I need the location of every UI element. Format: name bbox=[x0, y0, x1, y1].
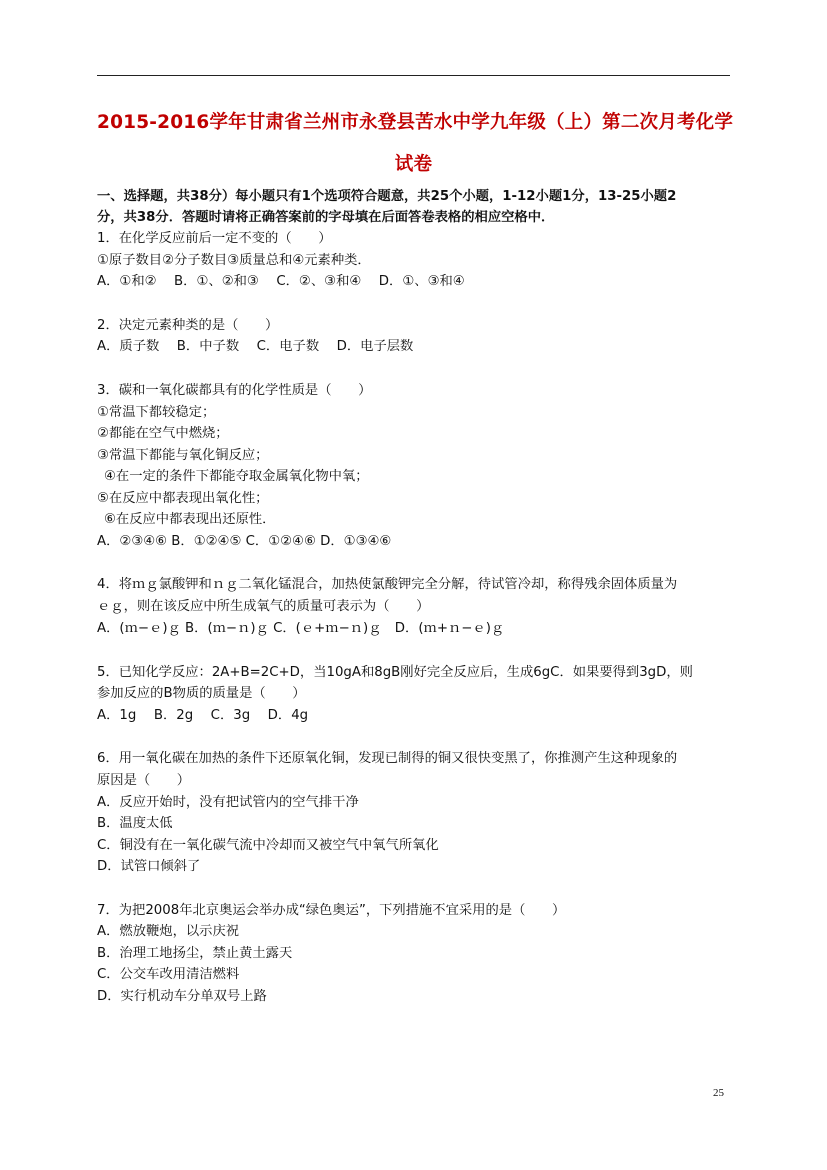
q7-option-b: B．治理工地扬尘，禁止黄土露天 bbox=[97, 946, 293, 961]
document-title-line-1: 2015-2016学年甘肃省兰州市永登县苦水中学九年级（上）第二次月考化学 bbox=[97, 112, 734, 133]
q6-option-b: B．温度太低 bbox=[97, 816, 173, 831]
document-title-line-2: 试卷 bbox=[394, 154, 433, 175]
q2-options: A．质子数 B．中子数 C．电子数 D．电子层数 bbox=[97, 339, 414, 354]
q2-stem: 2．决定元素种类的是（ ） bbox=[97, 318, 279, 333]
q6-option-c: C．铜没有在一氧化碳气流中冷却而又被空气中氧气所氧化 bbox=[97, 838, 439, 853]
q4-options: A．(ｍ−ｅ)ｇ B．(ｍ−ｎ)ｇ C．(ｅ+ｍ−ｎ)ｇ D．(ｍ+ｎ−ｅ)ｇ bbox=[97, 621, 505, 636]
q7-option-d: D．实行机动车分单双号上路 bbox=[97, 989, 267, 1004]
q3-item-3: ③常温下都能与氧化铜反应； bbox=[97, 448, 269, 463]
q5-options: A．1g B．2g C．3g D．4g bbox=[97, 708, 309, 723]
q6-stem-line-2: 原因是（ ） bbox=[97, 773, 191, 788]
q3-stem: 3．碳和一氧化碳都具有的化学性质是（ ） bbox=[97, 383, 372, 398]
section-instructions-line-2: 分，共38分．答题时请将正确答案前的字母填在后面答卷表格的相应空格中． bbox=[97, 210, 555, 225]
q6-stem-line-1: 6．用一氧化碳在加热的条件下还原氧化铜，发现已制得的铜又很快变黑了，你推测产生这种现象的 bbox=[97, 751, 678, 766]
q1-options: A．①和② B．①、②和③ C．②、③和④ D．①、③和④ bbox=[97, 274, 465, 289]
q3-item-2: ②都能在空气中燃烧； bbox=[97, 426, 229, 441]
header-rule bbox=[97, 75, 730, 76]
q5-stem-line-1: 5．已知化学反应：2A+B=2C+D，当10gA和8gB刚好完全反应后，生成6gC．如果要得到3gD，则 bbox=[97, 665, 693, 680]
q1-stem: 1．在化学反应前后一定不变的（ ） bbox=[97, 231, 332, 246]
q7-stem: 7．为把2008年北京奥运会举办成“绿色奥运”，下列措施不宜采用的是（ ） bbox=[97, 903, 566, 918]
q3-item-4: ④在一定的条件下都能夺取金属氧化物中氧； bbox=[104, 469, 369, 484]
q7-option-a: A．燃放鞭炮，以示庆祝 bbox=[97, 924, 240, 939]
q4-stem-line-1: 4．将ｍｇ氯酸钾和ｎｇ二氧化锰混合，加热使氯酸钾完全分解，待试管冷却，称得残余固体质量为 bbox=[97, 577, 678, 592]
q3-item-6: ⑥在反应中都表现出还原性． bbox=[104, 512, 276, 527]
q6-option-d: D．试管口倾斜了 bbox=[97, 859, 201, 874]
q1-statement: ①原子数目②分子数目③质量总和④元素种类． bbox=[97, 253, 371, 268]
q3-item-5: ⑤在反应中都表现出氧化性； bbox=[97, 491, 269, 506]
q4-stem-line-2: ｅｇ，则在该反应中所生成氧气的质量可表示为（ ） bbox=[97, 599, 430, 614]
q3-options: A．②③④⑥ B．①②④⑤ C．①②④⑥ D．①③④⑥ bbox=[97, 534, 392, 549]
page-number: 25 bbox=[713, 1087, 724, 1099]
q7-option-c: C．公交车改用清洁燃料 bbox=[97, 967, 240, 982]
section-instructions-line-1: 一、选择题，共38分）每小题只有1个选项符合题意，共25个小题，1-12小题1分，13-25小题2 bbox=[97, 189, 677, 204]
q3-item-1: ①常温下都较稳定； bbox=[97, 405, 216, 420]
q6-option-a: A．反应开始时，没有把试管内的空气排干净 bbox=[97, 795, 359, 810]
q5-stem-line-2: 参加反应的B物质的质量是（ ） bbox=[97, 686, 306, 701]
